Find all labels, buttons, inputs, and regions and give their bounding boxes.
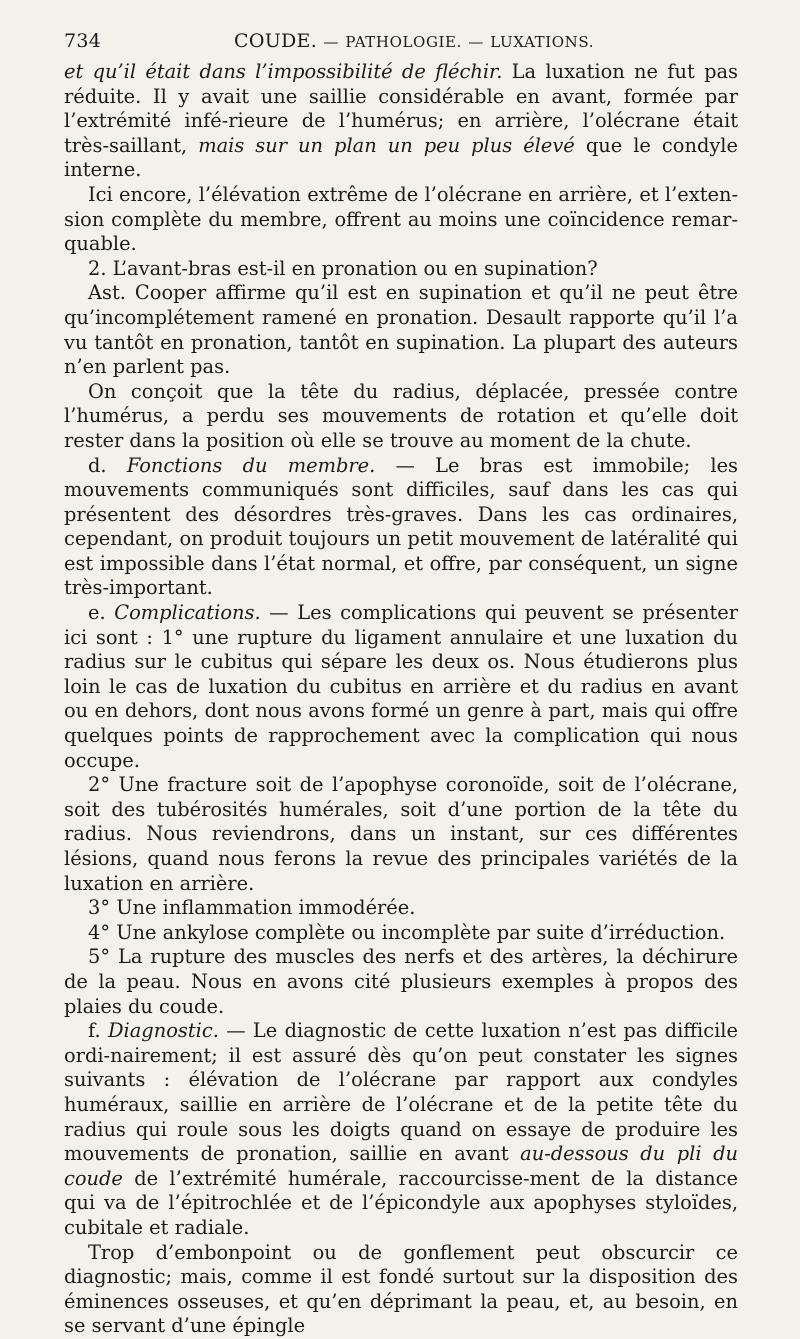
paragraph	[64, 1019, 738, 1240]
paragraph: Ast. Cooper affirme qu’il est en supination et qu’il ne peut être qu’incomplétement ramené en pronation. Desault rapporte qu’il l’a vu tantôt en pronation, tantôt en supination. La plupart des auteurs n’en parlent pas.	[64, 281, 738, 379]
subsection-title: LUXATIONS.	[490, 33, 595, 51]
paragraph: On conçoit que la tête du radius, déplacée, pressée contre l’humérus, a perdu ses mouvements de rotation et qu’elle doit rester dans la position où elle se trouve au moment de la chute.	[64, 379, 738, 452]
section-label: d.	[88, 453, 127, 477]
text: La luxation ne fut pas réduite. Il y avait une saillie considérable en avant, formée par l’extrémité infé-rieure de l’humérus; en arrière, l’olécrane était très-saillant,	[64, 60, 738, 157]
section-heading: Fonctions du membre.	[126, 453, 376, 477]
paragraph: Trop d’embonpoint ou de gonflement peut obscurcir ce diagnostic; mais, comme il est fondé surtout sur la disposition des éminences osseuses, et qu’en déprimant la peau, et, au besoin, en se servant d’une épingle	[64, 1240, 738, 1338]
italic-text: au-dessous du pli du coude	[64, 1142, 738, 1190]
italic-text: mais sur un plan un peu plus élevé	[198, 133, 575, 157]
text: — Le diagnostic de cette luxation n’est pas difficile ordi-nairement; il est assuré dès qu’on peut constater les signes suivants : élévation de l’olécrane par rapport aux condyles huméraux, saillie en arrière de l’olécrane et de la petite tête du radius qui roule sous les doigts quand on essaye de produire les mouvements de pronation, saillie en avant	[64, 1019, 738, 1166]
paragraph: 5° La rupture des muscles des nerfs et des artères, la déchirure de la peau. Nous en avons cité plusieurs exemples à propos des plaies du coude.	[64, 945, 738, 1018]
section-heading: Complications.	[114, 601, 261, 625]
separator: —	[323, 33, 340, 51]
italic-text: et qu’il était dans l’impossibilité de fléchir.	[64, 60, 503, 83]
section-title: PATHOLOGIE.	[345, 33, 462, 51]
paragraph: 2° Une fracture soit de l’apophyse coronoïde, soit de l’olécrane, soit des tubérosités humérales, soit d’une portion de la tête du radius. Nous reviendrons, dans un instant, sur ces différentes lésions, quand nous ferons la revue des principales variétés de la luxation en arrière.	[64, 773, 738, 895]
text: — Le bras est immobile; les mouvements communiqués sont difficiles, sauf dans les cas qui présentent des désordres très-graves. Dans les cas ordinaires, cependant, on produit toujours un petit mouvement de latéralité qui est impossible dans l’état normal, et offre, par conséquent, un signe très-important.	[64, 453, 738, 600]
paragraph: 4° Une ankylose complète ou incomplète par suite d’irréduction.	[88, 920, 726, 944]
section-label: f.	[88, 1019, 108, 1043]
page-number: 734	[64, 30, 102, 52]
paragraph	[64, 454, 738, 602]
paragraph	[64, 60, 738, 183]
paragraph: Ici encore, l’élévation extrême de l’olécrane en arrière, et l’exten-sion complète du membre, offrent au moins une coïncidence remar-quable.	[64, 182, 738, 256]
paragraph: 3° Une inflammation immodérée.	[88, 896, 416, 920]
paragraph: 2. L’avant-bras est-il en pronation ou en supination?	[88, 256, 598, 280]
text: de l’extrémité humérale, raccourcisse-ment de la distance qui va de l’épitrochlée et de l’épicondyle aux apophyses styloïdes, cubitale et radiale.	[64, 1166, 738, 1239]
paragraph	[64, 601, 738, 773]
running-title	[234, 30, 738, 52]
text: — Les complications qui peuvent se présenter ici sont : 1° une rupture du ligament annulaire et une luxation du radius sur le cubitus qui sépare les deux os. Nous étudierons plus loin le cas de luxation du cubitus en arrière et du radius en avant ou en dehors, dont nous avons formé un genre à part, mais qui offre quelques points de rapprochement avec la complication qui nous occupe.	[64, 601, 738, 772]
section-label: e.	[88, 601, 115, 625]
body-text	[64, 60, 738, 1339]
section-heading: Diagnostic.	[108, 1019, 219, 1043]
chapter-title: COUDE.	[234, 30, 318, 52]
separator: —	[468, 33, 484, 51]
running-header	[64, 30, 738, 60]
text: que le condyle interne.	[64, 133, 738, 182]
